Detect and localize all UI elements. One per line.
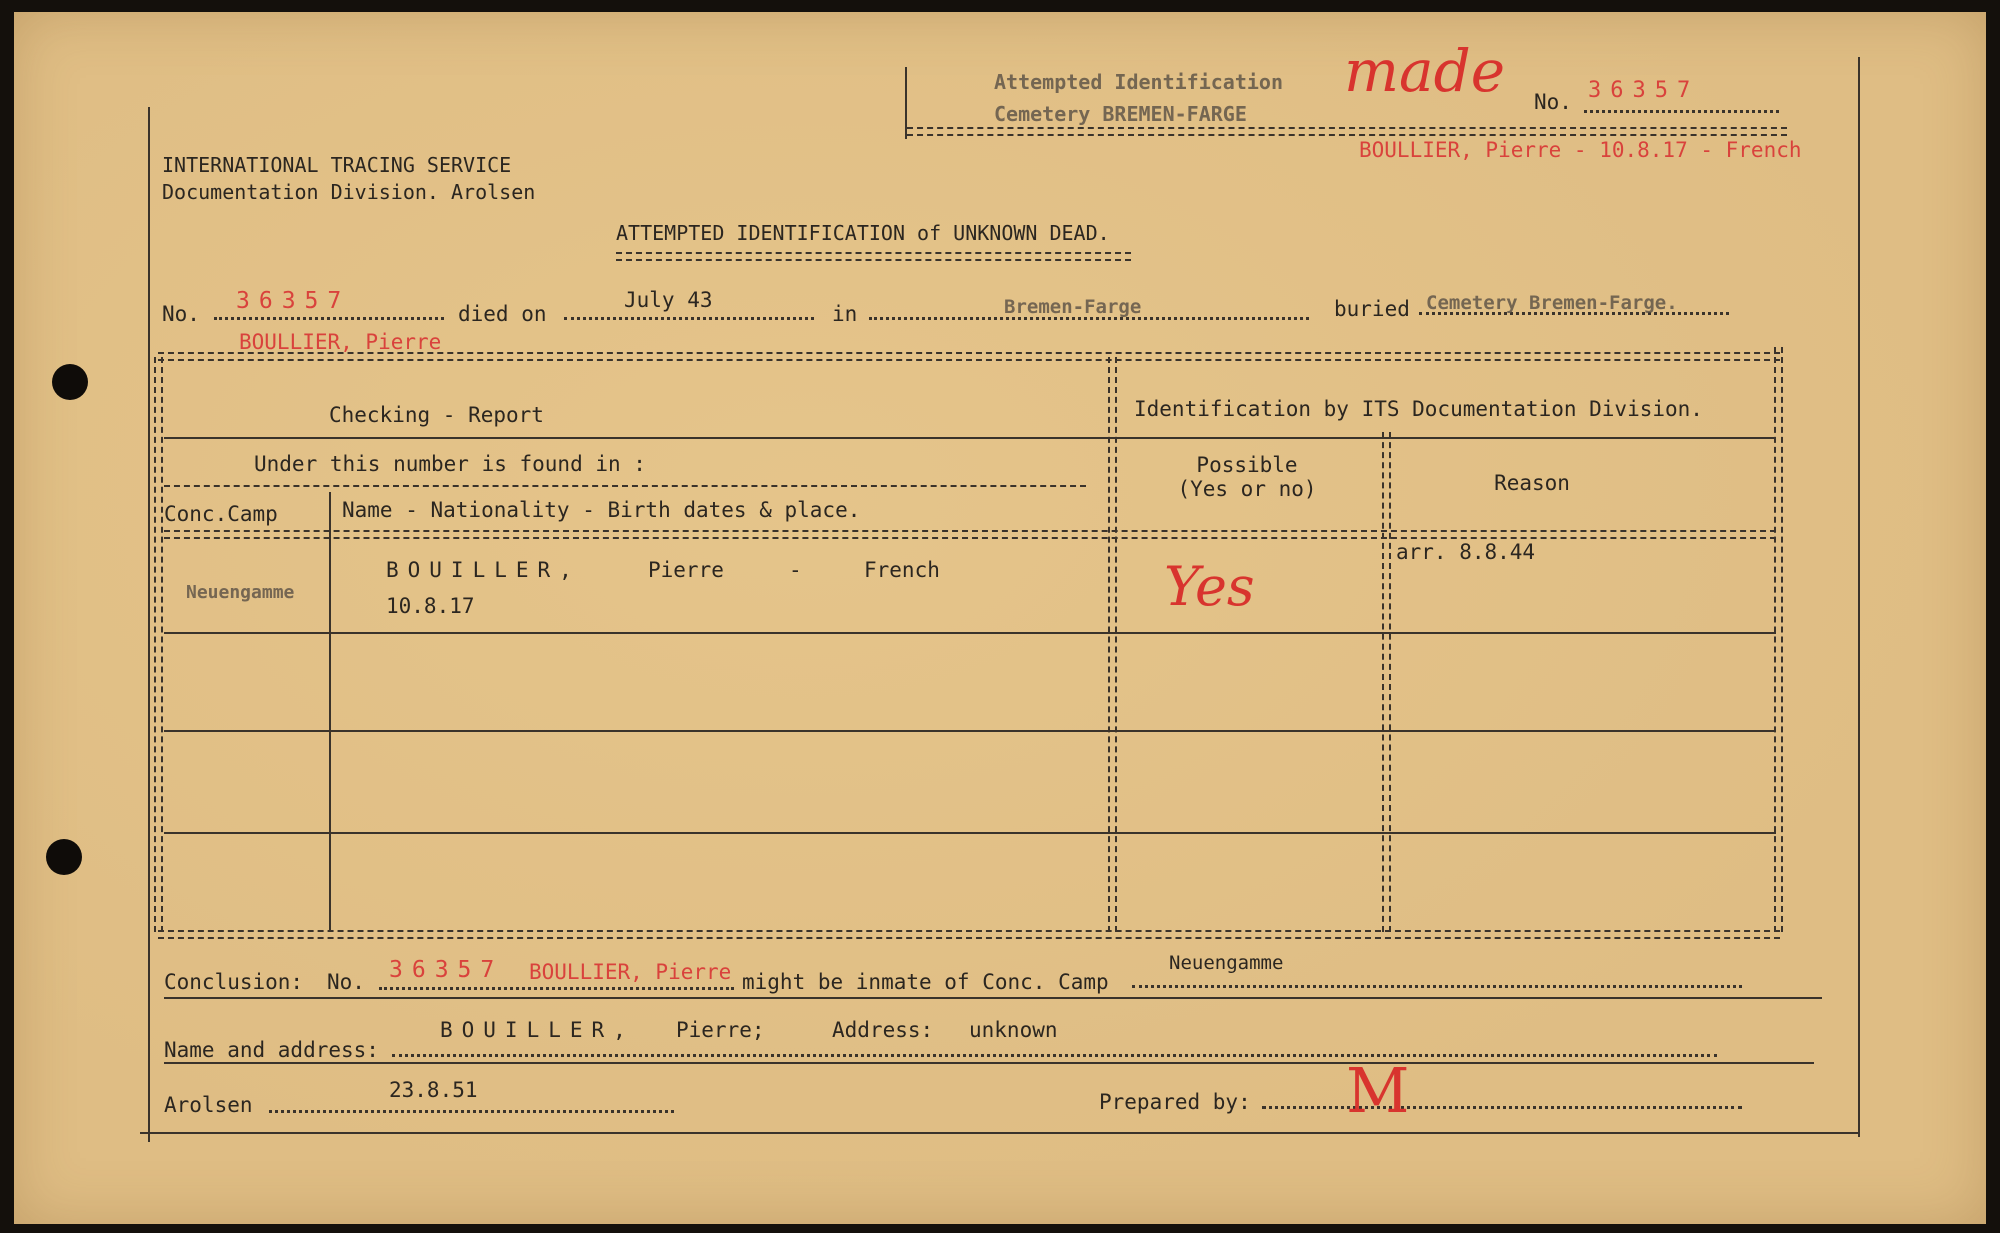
org-line-2: Documentation Division. Arolsen <box>162 180 536 204</box>
record-card <box>14 12 1986 1224</box>
stamp-line-1: Attempted Identification <box>994 70 1283 94</box>
conclusion-camp: Neuengamme <box>1169 952 1284 974</box>
conclusion-label: Conclusion: <box>164 970 304 994</box>
card-left-border <box>148 107 150 1142</box>
conclusion-name: BOULLIER, Pierre <box>529 960 732 984</box>
died-on-label: died on <box>458 302 547 326</box>
top-no-label: No. <box>1534 90 1572 114</box>
footer-date-dots <box>269 1110 674 1113</box>
conclusion-text: might be inmate of Conc. Camp <box>742 970 1109 994</box>
table-bottom-border <box>158 930 1780 939</box>
card-right-border <box>1858 57 1860 1137</box>
name-address-label: Name and address: <box>164 1038 379 1062</box>
punch-hole-top <box>52 364 88 400</box>
name-address-underline <box>164 1062 1814 1064</box>
table-line-row3 <box>164 832 1776 834</box>
row1-firstname: Pierre <box>648 558 724 582</box>
in-value: Bremen-Farge <box>1004 296 1142 318</box>
found-in-header: Under this number is found in : <box>254 452 646 476</box>
record-no-label: No. <box>162 302 200 326</box>
col-camp-header: Conc.Camp <box>164 502 278 526</box>
stamp-handwritten-made: made <box>1344 37 1506 105</box>
footer-place-label: Arolsen <box>164 1093 253 1117</box>
col-name-header: Name - Nationality - Birth dates & place. <box>342 498 861 522</box>
stamp-line-2: Cemetery BREMEN-FARGE <box>994 102 1247 126</box>
record-no-value: 36357 <box>236 288 351 314</box>
document-title: ATTEMPTED IDENTIFICATION of UNKNOWN DEAD. <box>616 221 1110 245</box>
col-reason-header: Reason <box>1494 471 1570 495</box>
table-line-row1 <box>164 632 1776 634</box>
in-label: in <box>832 302 858 326</box>
prepared-by-initial: M <box>1346 1054 1410 1127</box>
col-possible-header-1: Possible <box>1196 453 1298 477</box>
died-on-value: July 43 <box>624 288 713 312</box>
prepared-by-dots <box>1262 1106 1742 1109</box>
table-line-columns <box>164 530 1776 539</box>
conclusion-underline <box>164 997 1822 999</box>
died-on-dots <box>564 317 814 320</box>
name-address-firstname: Pierre; <box>676 1018 765 1042</box>
buried-value: Cemetery Bremen-Farge. <box>1426 292 1678 314</box>
address-label: Address: <box>832 1018 934 1042</box>
checking-report-header: Checking - Report <box>329 403 544 427</box>
row1-camp: Neuengamme <box>186 582 295 603</box>
conclusion-no-dots <box>379 987 734 990</box>
record-name: BOULLIER, Pierre <box>239 330 442 354</box>
table-top-border <box>158 352 1780 361</box>
table-divider-main <box>1108 357 1117 932</box>
top-no-dots <box>1584 110 1779 113</box>
conclusion-camp-dots <box>1132 985 1742 988</box>
table-line-found-in <box>164 485 1086 487</box>
table-right-border <box>1774 347 1783 932</box>
row1-reason: arr. 8.8.44 <box>1396 540 1536 564</box>
row1-birth: 10.8.17 <box>386 594 475 618</box>
stamp-box-bottom <box>907 127 1787 136</box>
title-underline <box>616 252 1131 261</box>
record-no-dots <box>214 317 444 320</box>
prepared-by-label: Prepared by: <box>1099 1090 1251 1114</box>
name-address-surname: BOUILLER, <box>440 1018 635 1042</box>
table-left-border <box>154 357 163 932</box>
table-line-row2 <box>164 730 1776 732</box>
row1-surname: BOUILLER, <box>386 558 581 582</box>
punch-hole-bottom <box>46 839 82 875</box>
identification-header: Identification by ITS Documentation Division. <box>1134 397 1703 421</box>
conclusion-no-label: No. <box>327 970 365 994</box>
table-divider-reason <box>1382 432 1391 932</box>
row1-dash: - <box>789 558 802 582</box>
buried-label: buried <box>1334 297 1410 321</box>
table-divider-camp <box>329 492 331 932</box>
col-possible-header-2: (Yes or no) <box>1177 477 1317 501</box>
top-no-value: 36357 <box>1588 78 1700 103</box>
name-address-dots <box>392 1054 1717 1057</box>
row1-nationality: French <box>864 558 940 582</box>
top-person-line: BOULLIER, Pierre - 10.8.17 - French <box>1359 138 1802 162</box>
address-value: unknown <box>969 1018 1058 1042</box>
footer-date: 23.8.51 <box>389 1078 478 1102</box>
conclusion-no-value: 36357 <box>389 957 504 983</box>
card-bottom-border <box>140 1132 1858 1134</box>
org-line-1: INTERNATIONAL TRACING SERVICE <box>162 153 512 177</box>
row1-possible: Yes <box>1164 555 1255 618</box>
table-line-header <box>164 437 1776 439</box>
